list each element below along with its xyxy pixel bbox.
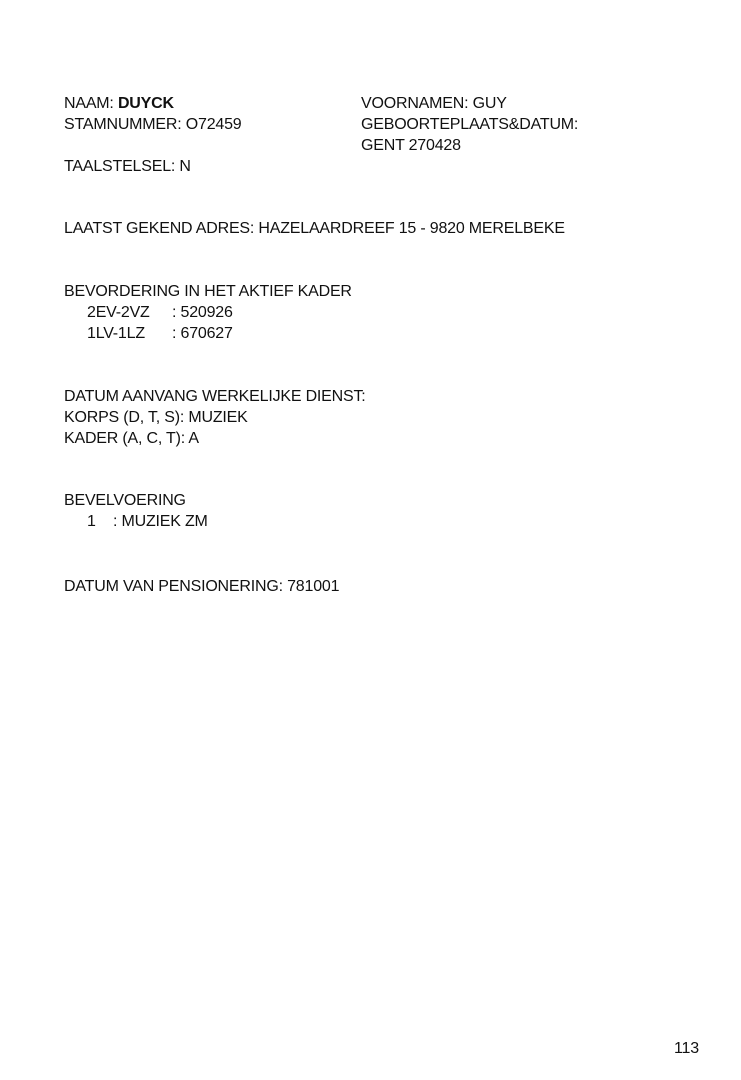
dienst-label: DATUM AANVANG WERKELIJKE DIENST: — [64, 388, 366, 405]
bevelvoering-value: : MUZIEK ZM — [113, 513, 208, 530]
adres-label: LAATST GEKEND ADRES: — [64, 220, 255, 237]
stamnummer-line — [64, 114, 242, 135]
bevordering-rank: 2EV-2VZ — [87, 304, 150, 321]
stamnummer-value: O72459 — [185, 116, 242, 133]
taalstelsel-line — [64, 156, 191, 177]
taalstelsel-label: TAALSTELSEL: — [64, 158, 176, 175]
korps-line — [64, 407, 248, 428]
naam-value: DUYCK — [117, 95, 174, 112]
adres-line — [64, 218, 565, 239]
kader-value: A — [188, 430, 199, 447]
pensionering-line — [64, 576, 339, 597]
bevordering-heading: BEVORDERING IN HET AKTIEF KADER — [64, 283, 352, 300]
bevelvoering-number: 1 — [87, 513, 96, 530]
pensionering-label: DATUM VAN PENSIONERING: — [64, 578, 283, 595]
bevordering-date: : 520926 — [172, 304, 233, 321]
voornamen-line — [361, 93, 507, 114]
stamnummer-label: STAMNUMMER: — [64, 116, 182, 133]
voornamen-value: GUY — [472, 95, 507, 112]
taalstelsel-value: N — [179, 158, 191, 175]
dienst-line — [64, 386, 366, 407]
adres-value: HAZELAARDREEF 15 - 9820 MERELBEKE — [258, 220, 565, 237]
geboorte-label: GEBOORTEPLAATS&DATUM: — [361, 116, 579, 133]
naam-label: NAAM: — [64, 95, 114, 112]
bevordering-date: : 670627 — [172, 325, 233, 342]
pensionering-value: 781001 — [287, 578, 340, 595]
bevelvoering-heading: BEVELVOERING — [64, 492, 186, 509]
naam-line — [64, 93, 174, 114]
kader-label: KADER (A, C, T): — [64, 430, 185, 447]
page-number: 113 — [674, 1040, 699, 1057]
korps-value: MUZIEK — [188, 409, 248, 426]
geboorte-value: GENT 270428 — [361, 137, 461, 154]
voornamen-label: VOORNAMEN: — [361, 95, 469, 112]
kader-line — [64, 428, 199, 449]
korps-label: KORPS (D, T, S): — [64, 409, 185, 426]
bevordering-rank: 1LV-1LZ — [87, 325, 145, 342]
